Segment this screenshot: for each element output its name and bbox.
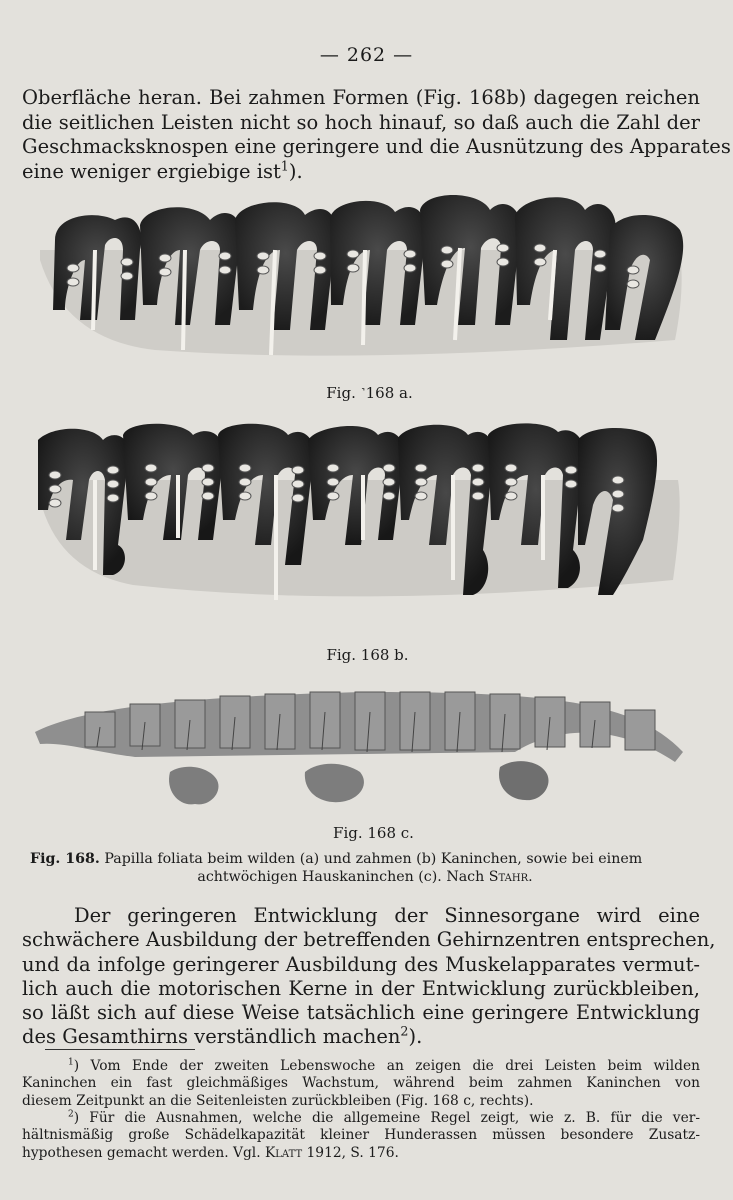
text-line-end: ). <box>288 159 303 183</box>
figure-168c-label: Fig. 168 c. <box>333 824 414 842</box>
footnote-marker: 2 <box>68 1109 74 1120</box>
footnote-line <box>22 1145 700 1162</box>
text-line <box>22 160 700 185</box>
footnote-divider <box>45 1049 195 1050</box>
caption-author: Stahr <box>488 869 529 885</box>
text-line: schwächere Ausbildung der betreffenden Gehirnzentren entsprechen, <box>22 928 716 952</box>
footnote-line: hältnismäßig große Schädelkapazität kleiner Hunderassen müssen besondere Zusatz- <box>22 1127 700 1144</box>
figure-168b-label: Fig. 168 b. <box>326 646 409 664</box>
figure-168b-illustration <box>33 420 685 615</box>
text-line-end: ). <box>408 1025 423 1049</box>
text-line <box>22 1025 700 1049</box>
figure-168c-illustration <box>35 682 685 817</box>
figure-caption <box>30 850 700 886</box>
page-number: — 262 — <box>319 44 414 66</box>
footnote-line: Kaninchen ein fast gleichmäßiges Wachstum, während beim zahmen Kaninchen von <box>22 1075 700 1092</box>
caption-line <box>30 868 700 886</box>
footnote-line: diesem Zeitpunkt an die Seitenleisten zurückbleiben (Fig. 168 c, rechts). <box>22 1092 534 1109</box>
footnote-2 <box>22 1110 700 1162</box>
figure-168a-label: Fig. ˺168 a. <box>326 384 413 402</box>
footnote-ref: 1 <box>280 158 289 173</box>
caption-end: . <box>528 869 533 885</box>
caption-text: achtwöchigen Hauskaninchen (c). Nach <box>197 869 489 885</box>
footnote-text: ) Vom Ende der zweiten Lebenswoche an zeigen die drei Leisten beim wilden <box>73 1058 700 1074</box>
footnote-line <box>22 1058 700 1075</box>
text-line: Der geringeren Entwicklung der Sinnesorgane wird eine <box>74 904 700 927</box>
text-line: Geschmacksknospen eine geringere und die Ausnützung des Apparates <box>22 135 731 158</box>
caption-text: Papilla foliata beim wilden (a) und zahmen (b) Kaninchen, sowie bei einem <box>104 851 643 867</box>
figure-168a-illustration <box>35 190 695 365</box>
text-line: so läßt sich auf diese Weise tatsächlich eine geringere Entwicklung <box>22 1001 700 1025</box>
caption-line <box>30 850 700 868</box>
text-line-part: des Gesamthirns verständlich machen <box>22 1025 401 1049</box>
footnote-line <box>22 1110 700 1127</box>
text-line: lich auch die motorischen Kerne in der Entwicklung zurückbleiben, <box>22 976 700 1000</box>
text-line-part: eine weniger ergiebige ist <box>22 159 281 183</box>
intro-paragraph <box>22 86 731 184</box>
footnote-tail: 1912, S. 176. <box>302 1144 399 1161</box>
text-line: Oberfläche heran. Bei zahmen Formen (Fig. 168b) dagegen reichen <box>22 86 700 109</box>
footnote-text: hypothesen gemacht werden. Vgl. <box>22 1144 265 1161</box>
text-line: und da infolge geringerer Ausbildung des Muskelapparates vermut- <box>22 952 700 976</box>
footnote-text: ) Für die Ausnahmen, welche die allgemeine Regel zeigt, wie z. B. für die ver- <box>73 1110 700 1126</box>
text-line: die seitlichen Leisten nicht so hoch hinauf, so daß auch die Zahl der <box>22 110 700 134</box>
footnote-ref: 2 <box>400 1023 409 1039</box>
caption-number: Fig. 168. <box>30 851 100 867</box>
footnote-author: Klatt <box>264 1144 303 1161</box>
footnote-1 <box>22 1058 700 1110</box>
main-paragraph <box>22 904 716 1050</box>
footnote-marker: 1 <box>68 1057 74 1068</box>
